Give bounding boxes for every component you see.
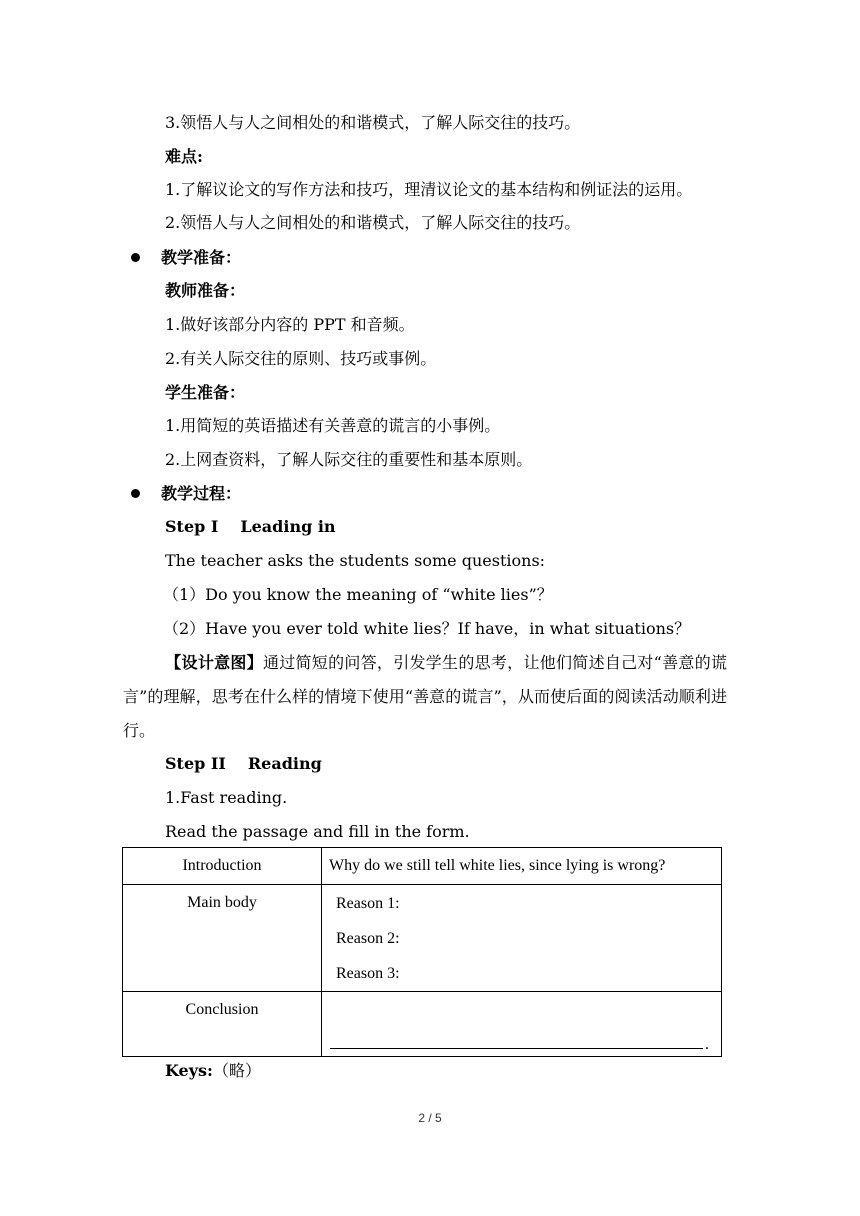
teacher-prep-item-2: 2.有关人际交往的原则、技巧或事例。	[165, 349, 437, 368]
conclusion-period: .	[705, 1036, 709, 1053]
table-row	[123, 992, 722, 1057]
table-row	[123, 885, 722, 992]
bullet-icon	[131, 489, 140, 498]
step1-heading	[165, 517, 336, 537]
step2-heading	[165, 754, 322, 774]
design-intent-text: 通过简短的问答，引发学生的思考，让他们简述自己对“善意的谎言”的理解，思考在什么样的情境下使用“善意的谎言”，从而使后面的阅读活动顺利进行。	[123, 653, 727, 740]
difficulty-item-2: 2.领悟人与人之间相处的和谐模式，了解人际交往的技巧。	[165, 213, 581, 232]
teacher-prep-label: 教师准备：	[165, 281, 246, 300]
keys-label: Keys:	[165, 1061, 213, 1080]
page-number: 2 / 5	[418, 1111, 442, 1125]
reason-2: Reason 2:	[336, 930, 400, 947]
bullet-icon	[131, 253, 140, 262]
step1-intro: The teacher asks the students some questions:	[165, 551, 546, 570]
teacher-prep-item-1: 1.做好该部分内容的 PPT 和音频。	[165, 315, 415, 334]
introduction-question: Why do we still tell white lies, since lying is wrong?	[329, 857, 666, 874]
difficulty-item-1: 1.了解议论文的写作方法和技巧，理清议论文的基本结构和例证法的运用。	[165, 180, 693, 199]
blank-underline	[330, 1048, 703, 1049]
reason-3: Reason 3:	[336, 965, 400, 982]
step2-number: Step II	[165, 754, 226, 773]
introduction-label: Introduction	[182, 857, 262, 874]
student-prep-label: 学生准备：	[165, 383, 246, 402]
design-intent-tag: 【设计意图】	[165, 653, 263, 672]
step2-title: Reading	[247, 754, 322, 773]
preparation-heading: 教学准备：	[161, 248, 242, 267]
keys-value: （略）	[212, 1061, 261, 1080]
form-instruction: Read the passage and fill in the form.	[165, 822, 470, 841]
student-prep-item-1: 1.用简短的英语描述有关善意的谎言的小事例。	[165, 416, 501, 435]
design-intent-paragraph	[123, 646, 727, 748]
conclusion-blank	[322, 992, 721, 1056]
step1-number: Step I	[165, 517, 219, 536]
question-1: （1）Do you know the meaning of “white lies”？	[163, 585, 553, 604]
student-prep-item-2: 2.上网查资料，了解人际交往的重要性和基本原则。	[165, 450, 533, 469]
process-heading: 教学过程：	[161, 484, 242, 503]
keys-line	[165, 1061, 261, 1081]
objective-item-3: 3.领悟人与人之间相处的和谐模式，了解人际交往的技巧。	[165, 113, 581, 132]
reason-1: Reason 1:	[336, 895, 400, 912]
difficulty-label: 难点:	[165, 147, 203, 166]
conclusion-label: Conclusion	[185, 1001, 259, 1018]
step1-title: Leading in	[240, 517, 336, 536]
reading-form-table	[122, 847, 722, 1057]
main-body-label: Main body	[187, 894, 257, 911]
table-row	[123, 848, 722, 885]
fast-reading-task: 1.Fast reading.	[165, 788, 288, 807]
question-2: （2）Have you ever told white lies？If have，in what situations？	[163, 619, 691, 638]
